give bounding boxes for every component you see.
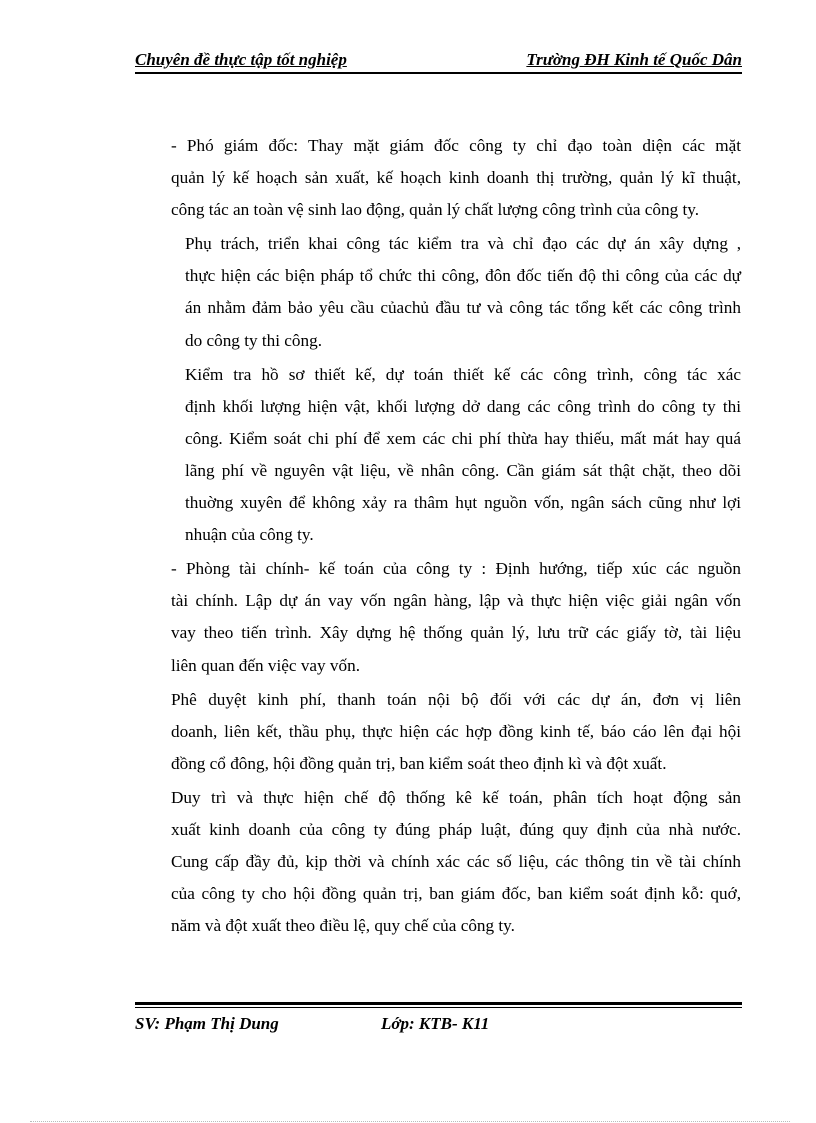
text-line: định khối lượng hiện vật, khối lượng dở dang các công trình do công ty thi: [185, 396, 741, 416]
text-line: Phê duyệt kinh phí, thanh toán nội bộ đối với các dự án, đơn vị liên: [171, 689, 741, 709]
text-line: Cung cấp đầy đủ, kịp thời và chính xác các số liệu, các thông tin về tài chính: [171, 852, 741, 872]
paragraph-duy-tri: [135, 782, 741, 942]
page-edge-dots: [30, 1121, 790, 1122]
header-rule: [135, 72, 742, 74]
document-body: [135, 130, 741, 944]
header-right-title: Trường ĐH Kinh tế Quốc Dân: [526, 50, 742, 69]
text-line: thực hiện các biện pháp tổ chức thi công, đôn đốc tiến độ thi công của các dự: [185, 266, 741, 286]
header-left-title: Chuyên đề thực tập tốt nghiệp: [135, 50, 347, 69]
text-line: xuất kinh doanh của công ty đúng pháp luật, đúng quy định của nhà nước.: [171, 819, 741, 839]
text-line: do công ty thi công.: [185, 330, 323, 350]
page-footer: [135, 1012, 742, 1036]
text-line: công tác an toàn vệ sinh lao động, quản lý chất lượng công trình của công ty.: [171, 200, 700, 220]
text-line: Kiểm tra hồ sơ thiết kế, dự toán thiết kế các công trình, công tác xác: [185, 364, 741, 384]
footer-class: Lớp: KTB- K11: [381, 1014, 490, 1033]
text-line: doanh, liên kết, thầu phụ, thực hiện các hợp đồng kinh tế, báo cáo lên đại hội: [171, 721, 741, 741]
paragraph-pho-giam-doc: [135, 130, 741, 226]
text-line: của công ty cho hội đồng quản trị, ban giám đốc, ban kiểm soát định kỗ: quớ,: [171, 884, 741, 904]
paragraph-phong-tai-chinh: [135, 553, 741, 681]
text-line: công. Kiểm soát chi phí để xem các chi phí thừa hay thiếu, mất mát hay quá: [185, 428, 741, 448]
text-line: - Phó giám đốc: Thay mặt giám đốc công ty chỉ đạo toàn diện các mặt: [171, 136, 741, 155]
paragraph-kiem-tra: [135, 359, 741, 552]
paragraph-phe-duyet: [135, 684, 741, 780]
text-line: liên quan đến việc vay vốn.: [171, 655, 361, 675]
text-line: đồng cổ đông, hội đồng quản trị, ban kiểm soát theo định kì và đột xuất.: [171, 753, 667, 773]
footer-rule-thin: [135, 1007, 742, 1008]
text-line: thuờng xuyên để không xảy ra thâm hụt nguồn vốn, ngân sách cũng như lợi: [185, 493, 741, 513]
footer-rule-thick: [135, 1002, 742, 1005]
text-line: quản lý kế hoạch sản xuất, kế hoạch kinh doanh thị trường, quản lý kĩ thuật,: [171, 168, 741, 188]
text-line: nhuận của công ty.: [185, 525, 314, 545]
text-line: tài chính. Lập dự án vay vốn ngân hàng, lập và thực hiện việc giải ngân vốn: [171, 591, 741, 611]
page-header: [135, 49, 742, 71]
footer-student-name: SV: Phạm Thị Dung: [135, 1014, 279, 1033]
text-line: - Phòng tài chính- kế toán của công ty : Định hướng, tiếp xúc các nguồn: [171, 559, 741, 579]
text-line: Duy trì và thực hiện chế độ thống kê kế toán, phân tích hoạt động sản: [171, 787, 741, 807]
paragraph-phu-trach: [135, 228, 741, 356]
text-line: Phụ trách, triển khai công tác kiểm tra và chỉ đạo các dự án xây dựng ,: [185, 234, 741, 254]
text-line: án nhằm đảm bảo yêu cầu củachủ đầu tư và công tác tổng kết các công trình: [185, 298, 741, 318]
text-line: vay theo tiến trình. Xây dựng hệ thống quản lý, lưu trữ các giấy tờ, tài liệu: [171, 623, 741, 643]
text-line: năm và đột xuất theo điều lệ, quy chế của công ty.: [171, 916, 515, 936]
text-line: lãng phí về nguyên vật liệu, về nhân công. Cần giám sát thật chặt, theo dõi: [185, 460, 741, 480]
